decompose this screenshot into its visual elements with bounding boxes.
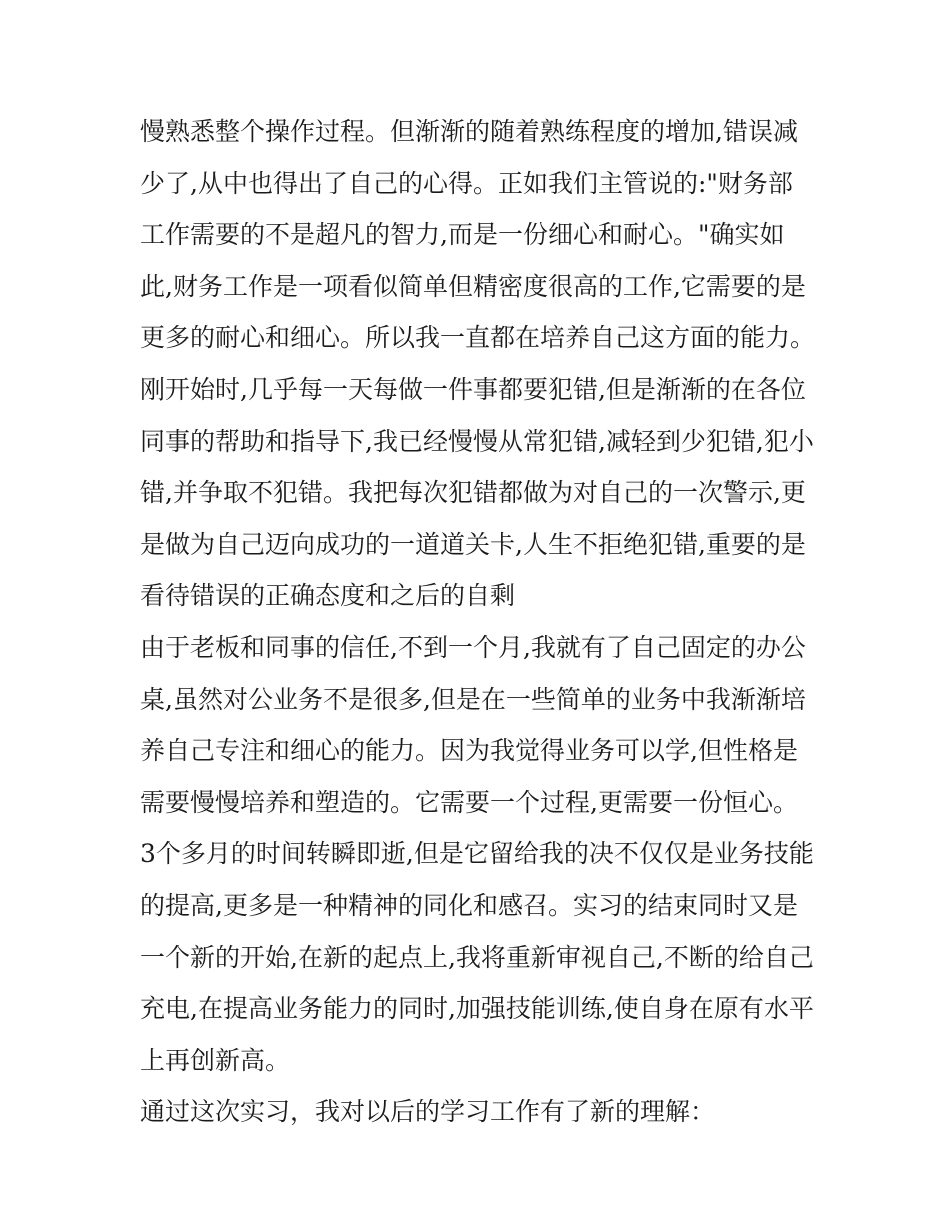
- paragraph-4: 通过这次实习，我对以后的学习工作有了新的理解：: [140, 1097, 716, 1127]
- paragraph-3: 3个多月的时间转瞬即逝,但是它留给我的决不仅仅是业务技能的提高,更多是一种精神的同化和感召。实习的结束同时又是一个新的开始,在新的起点上,我将重新审视自己,不断的给自己充电,在提高业务能力的同时,加强技能训练,使自身在原有水平上再创新高。: [140, 839, 814, 1075]
- body-text: [140, 106, 815, 1138]
- paragraph-1: 慢熟悉整个操作过程。但渐渐的随着熟练程度的增加,错误减少了,从中也得出了自己的心得。正如我们主管说的:"财务部工作需要的不是超凡的智力,而是一份细心和耐心。"确实如此,财务工作是一项看似简单但精密度很高的工作,它需要的是更多的耐心和细心。所以我一直都在培养自己这方面的能力。刚开始时,几乎每一天每做一件事都要犯错,但是渐渐的在各位同事的帮助和指导下,我已经慢慢从常犯错,减轻到少犯错,犯小错,并争取不犯错。我把每次犯错都做为对自己的一次警示,更是做为自己迈向成功的一道道关卡,人生不拒绝犯错,重要的是看待错误的正确态度和之后的自剩: [140, 117, 816, 611]
- paragraph-2: 由于老板和同事的信任,不到一个月,我就有了自己固定的办公桌,虽然对公业务不是很多,但是在一些简单的业务中我渐渐培养自己专注和细心的能力。因为我觉得业务可以学,但性格是需要慢慢培养和塑造的。它需要一个过程,更需要一份恒心。: [140, 632, 806, 817]
